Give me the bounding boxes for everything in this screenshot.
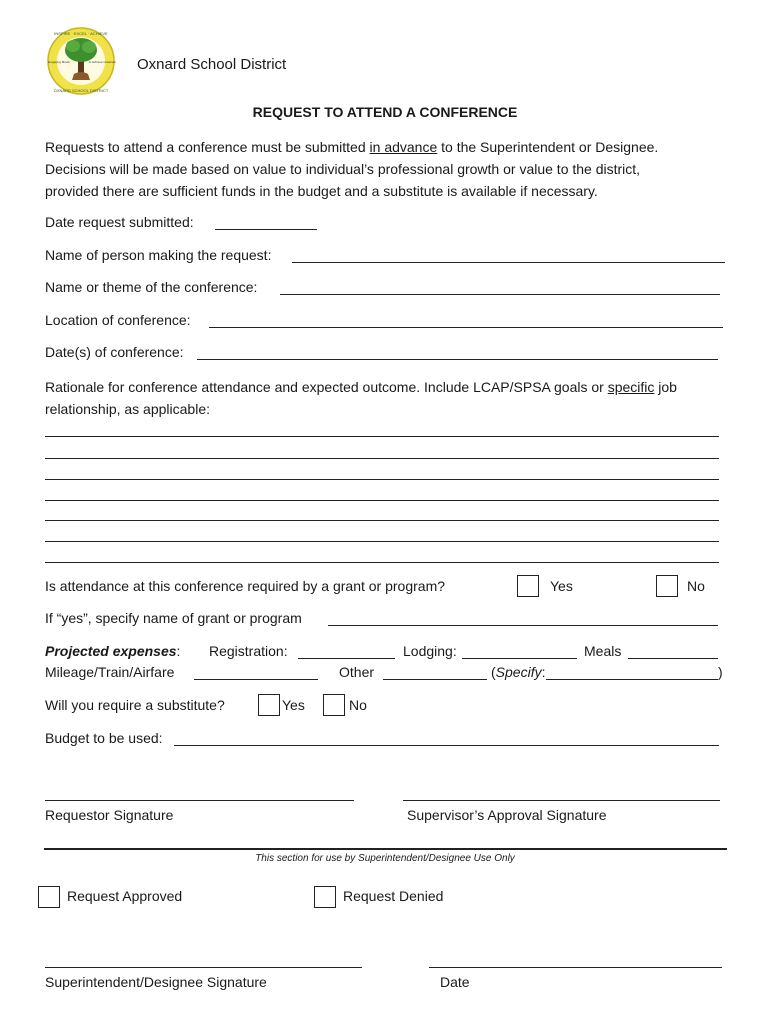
superintendent-signature-label: Superintendent/Designee Signature: [45, 974, 267, 990]
request-approved-checkbox[interactable]: [38, 886, 60, 908]
request-approved-label: Request Approved: [67, 888, 183, 904]
date-submitted-label: Date request submitted:: [45, 214, 194, 230]
substitute-no-checkbox[interactable]: [323, 694, 345, 716]
lodging-label: Lodging:: [403, 643, 457, 659]
meals-field[interactable]: [628, 658, 718, 659]
rationale-paragraph: [45, 376, 735, 420]
rationale-text-part2: job: [654, 379, 677, 395]
mileage-label: Mileage/Train/Airfare: [45, 664, 175, 680]
expenses-heading: [45, 643, 180, 659]
meals-label: Meals: [584, 643, 622, 659]
grant-no-label: No: [687, 578, 705, 594]
date-submitted-field[interactable]: [215, 229, 317, 230]
registration-label: Registration:: [209, 643, 288, 659]
superintendent-signature-line[interactable]: [45, 967, 362, 968]
office-use-note: This section for use by Superintendent/Designee Use Only: [255, 853, 515, 864]
grant-yes-checkbox[interactable]: [517, 575, 539, 597]
requestor-signature-label: Requestor Signature: [45, 807, 174, 823]
supervisor-signature-line[interactable]: [403, 800, 720, 801]
intro-line-2: Decisions will be made based on value to individual’s professional growth or value to the district,: [45, 161, 641, 177]
specify-label: Specify: [495, 664, 542, 680]
requester-name-label: Name of person making the request:: [45, 247, 272, 263]
substitute-yes-label: Yes: [282, 697, 305, 713]
logo-right-caption: to Achieve Greatness: [88, 60, 116, 64]
rationale-line[interactable]: [45, 479, 719, 480]
budget-field[interactable]: [174, 745, 719, 746]
dates-label: Date(s) of conference:: [45, 344, 184, 360]
logo-left-caption: Engaging Minds: [48, 60, 70, 64]
intro-text-part1: Requests to attend a conference must be submitted: [45, 139, 370, 155]
rationale-line[interactable]: [45, 520, 719, 521]
substitute-question: Will you require a substitute?: [45, 697, 225, 713]
rationale-line-2: relationship, as applicable:: [45, 401, 210, 417]
grant-name-label: If “yes”, specify name of grant or program: [45, 610, 302, 626]
grant-question: Is attendance at this conference required by a grant or program?: [45, 578, 446, 594]
expenses-colon: :: [176, 643, 181, 659]
rationale-text-part1: Rationale for conference attendance and expected outcome. Include LCAP/SPSA goals or: [45, 379, 608, 395]
rationale-specific: specific: [607, 379, 655, 395]
location-label: Location of conference:: [45, 312, 191, 328]
logo-arc-top: INSPIRE · EXCEL · ACHIEVE: [54, 31, 108, 36]
specify-close: ): [718, 664, 723, 680]
expenses-label: Projected expenses: [45, 643, 177, 659]
rationale-line[interactable]: [45, 436, 719, 437]
form-title: REQUEST TO ATTEND A CONFERENCE: [252, 104, 518, 120]
other-label: Other: [339, 664, 375, 680]
intro-text-part2: to the Superintendent or Designee.: [437, 139, 659, 155]
specify-group: [491, 664, 545, 680]
grant-no-checkbox[interactable]: [656, 575, 678, 597]
substitute-yes-checkbox[interactable]: [258, 694, 280, 716]
budget-label: Budget to be used:: [45, 730, 163, 746]
registration-field[interactable]: [298, 658, 395, 659]
rationale-line[interactable]: [45, 500, 719, 501]
supervisor-signature-label: Supervisor’s Approval Signature: [407, 807, 607, 823]
specify-open: (: [491, 664, 496, 680]
intro-line-3: provided there are sufficient funds in the budget and a substitute is available if necessary.: [45, 183, 598, 199]
specify-field[interactable]: [546, 679, 718, 680]
request-denied-label: Request Denied: [343, 888, 444, 904]
grant-name-field[interactable]: [328, 625, 718, 626]
conference-name-field[interactable]: [280, 294, 720, 295]
requester-name-field[interactable]: [292, 262, 725, 263]
intro-in-advance: in advance: [369, 139, 438, 155]
requestor-signature-line[interactable]: [45, 800, 354, 801]
intro-paragraph: [45, 136, 735, 202]
rationale-line[interactable]: [45, 541, 719, 542]
district-logo: [46, 26, 116, 96]
substitute-no-label: No: [349, 697, 367, 713]
request-denied-checkbox[interactable]: [314, 886, 336, 908]
specify-colon: :: [541, 664, 546, 680]
dates-field[interactable]: [197, 359, 718, 360]
location-field[interactable]: [209, 327, 723, 328]
approval-date-line[interactable]: [429, 967, 722, 968]
rationale-line[interactable]: [45, 562, 719, 563]
logo-arc-bottom: OXNARD SCHOOL DISTRICT: [53, 88, 109, 93]
grant-yes-label: Yes: [550, 578, 573, 594]
other-field[interactable]: [383, 679, 487, 680]
lodging-field[interactable]: [462, 658, 577, 659]
mileage-field[interactable]: [194, 679, 318, 680]
district-name: Oxnard School District: [137, 56, 287, 73]
conference-name-label: Name or theme of the conference:: [45, 279, 258, 295]
rationale-line[interactable]: [45, 458, 719, 459]
approval-date-label: Date: [440, 974, 470, 990]
section-divider: [44, 848, 727, 850]
